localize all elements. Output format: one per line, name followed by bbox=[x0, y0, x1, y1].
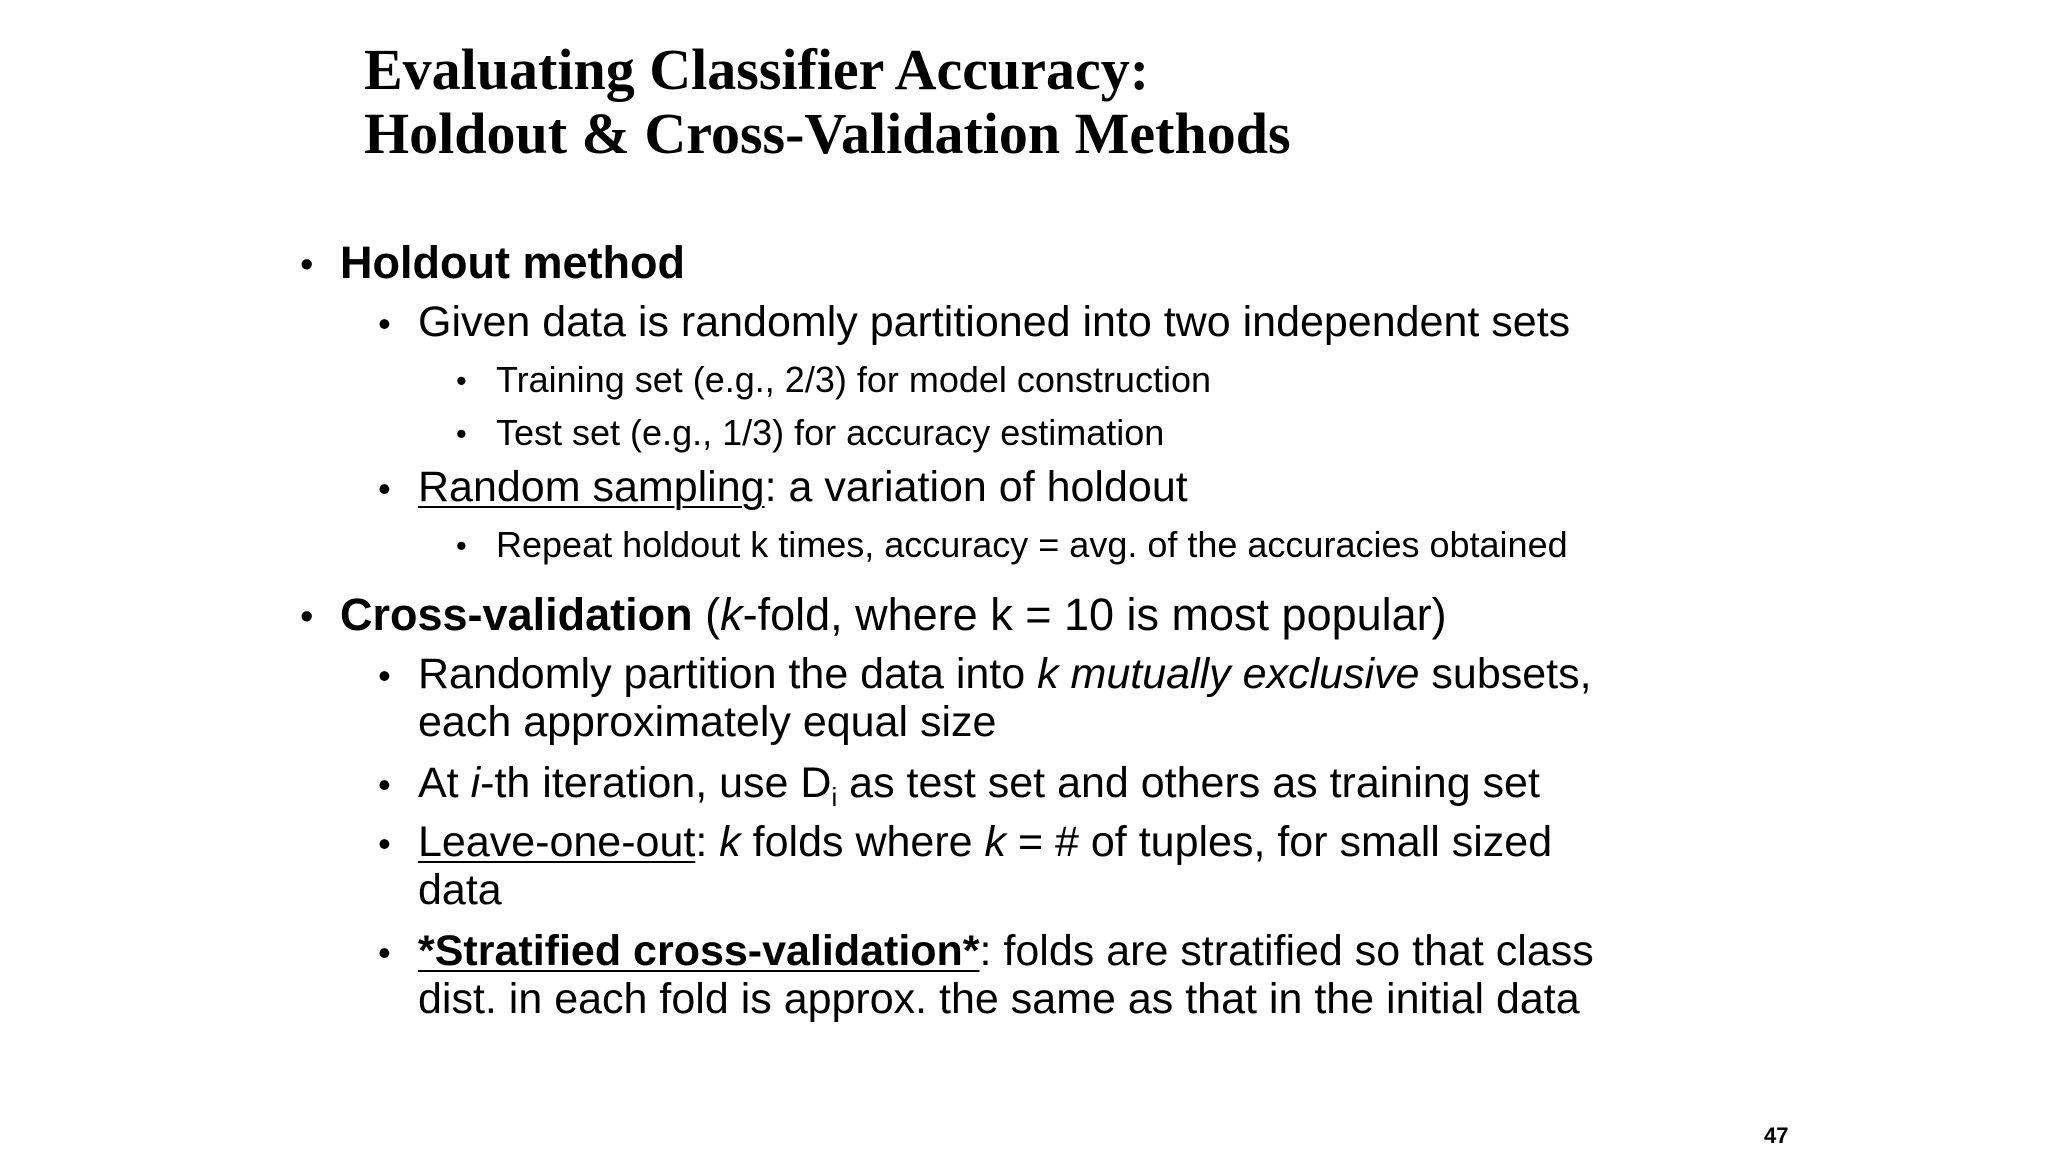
test-set-text: Test set (e.g., 1/3) for accuracy estimation bbox=[496, 412, 1165, 453]
partition-pre: Randomly partition the data into bbox=[418, 650, 1038, 698]
bullet-dot: • bbox=[300, 243, 314, 286]
title-line-2: Holdout & Cross-Validation Methods bbox=[364, 101, 1291, 166]
loo-k2: k bbox=[984, 818, 1007, 866]
loo-colon: : bbox=[695, 818, 720, 866]
bullet-dot: • bbox=[378, 932, 391, 973]
holdout-heading: Holdout method bbox=[340, 237, 685, 288]
given-data-text: Given data is randomly partitioned into two independent sets bbox=[418, 298, 1571, 346]
randomly-partition-text bbox=[418, 650, 1592, 698]
loo-mid: folds where bbox=[740, 818, 985, 866]
partition-italic: k mutually exclusive bbox=[1037, 650, 1420, 698]
loo-k1: k bbox=[719, 818, 741, 866]
cv-k: k bbox=[720, 589, 743, 640]
iter-mid: -th iteration, use D bbox=[480, 759, 832, 807]
stratified-term: *Stratified cross-validation* bbox=[418, 927, 980, 975]
stratified-rest: : folds are stratified so that class bbox=[979, 927, 1594, 975]
bullet-dot: • bbox=[300, 595, 314, 638]
randomly-partition-line-2: each approximately equal size bbox=[418, 698, 997, 746]
ith-iteration-text bbox=[418, 759, 1540, 822]
bullet-dot: • bbox=[378, 764, 391, 805]
bullet-dot: • bbox=[378, 655, 391, 696]
leave-one-out-text bbox=[418, 818, 1552, 866]
bullet-dot: • bbox=[378, 303, 391, 344]
bullet-dot: • bbox=[456, 529, 467, 563]
cross-validation-heading: Cross-validation bbox=[340, 589, 693, 640]
iter-i: i bbox=[470, 759, 481, 807]
bullet-dot: • bbox=[378, 468, 391, 509]
iter-subscript: i bbox=[831, 784, 838, 813]
iter-pre: At bbox=[418, 759, 471, 807]
iter-post: as test set and others as training set bbox=[837, 759, 1540, 807]
random-sampling-rest: : a variation of holdout bbox=[764, 463, 1188, 511]
random-sampling-text bbox=[418, 463, 1188, 511]
bullet-dot: • bbox=[456, 364, 467, 398]
page-number: 47 bbox=[1764, 1123, 1789, 1148]
leave-one-out-term: Leave-one-out bbox=[418, 818, 696, 866]
stratified-text bbox=[418, 927, 1594, 975]
cross-validation-text bbox=[340, 590, 1447, 640]
cv-heading-rest: -fold, where k = 10 is most popular) bbox=[742, 589, 1447, 640]
cv-paren-open: ( bbox=[692, 589, 721, 640]
repeat-holdout-text: Repeat holdout k times, accuracy = avg. of the accuracies obtained bbox=[496, 524, 1568, 565]
bullet-dot: • bbox=[378, 823, 391, 864]
loo-rest: = # of tuples, for small sized bbox=[1006, 818, 1553, 866]
training-set-text: Training set (e.g., 2/3) for model construction bbox=[496, 359, 1211, 400]
partition-post: subsets, bbox=[1419, 650, 1592, 698]
stratified-line-2: dist. in each fold is approx. the same as that in the initial data bbox=[418, 975, 1580, 1023]
title-line-1: Evaluating Classifier Accuracy: bbox=[364, 37, 1150, 102]
bullet-dot: • bbox=[456, 417, 467, 451]
leave-one-out-line-2: data bbox=[418, 866, 502, 914]
random-sampling-term: Random sampling bbox=[418, 463, 765, 511]
